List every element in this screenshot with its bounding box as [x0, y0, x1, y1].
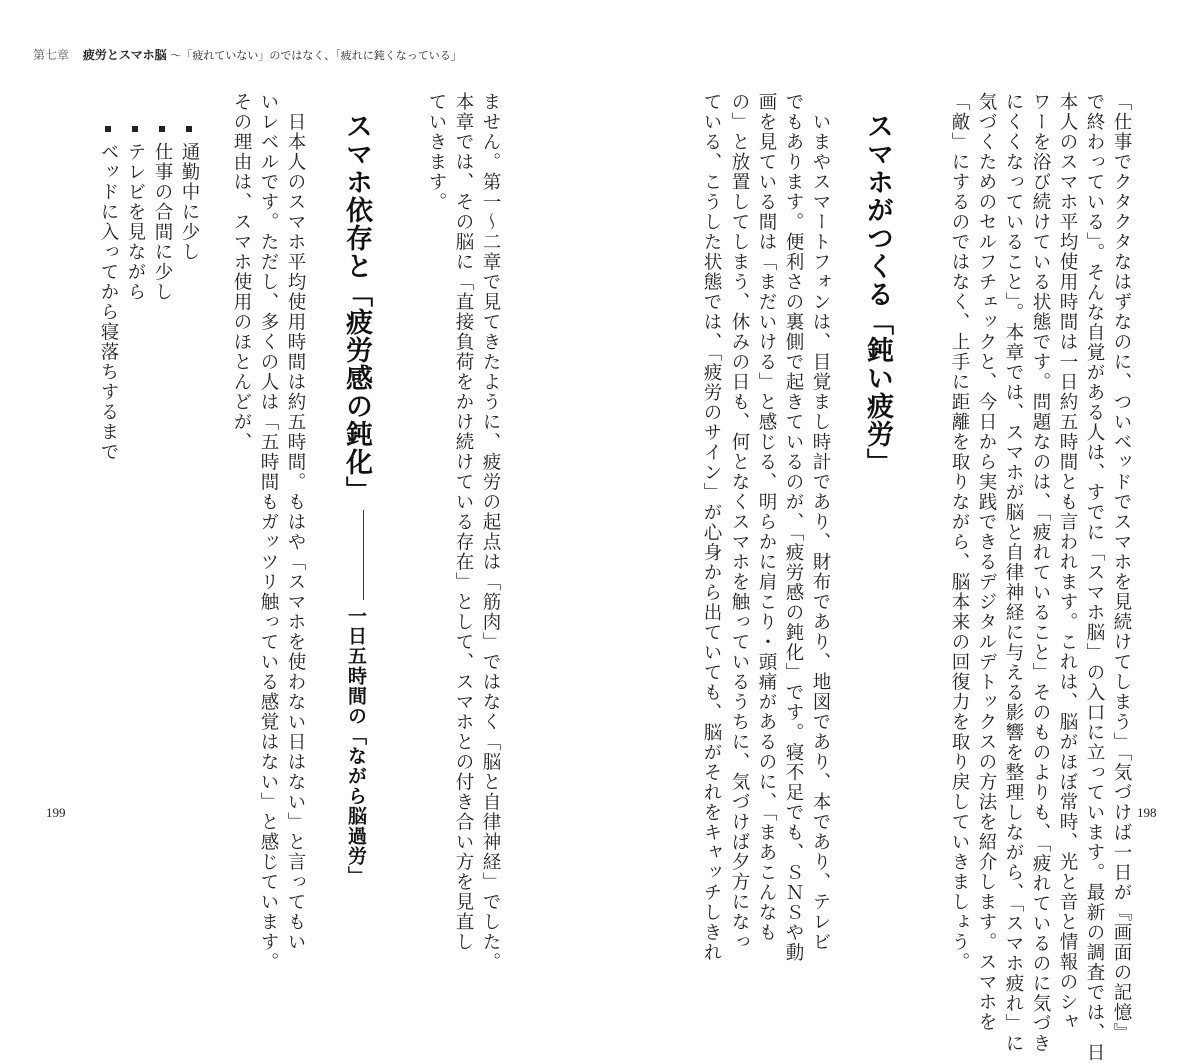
intro-line: 本人のスマホ平均使用時間は一日約五時間とも言われます。これは、脳がほぼ常時、光と音と情報のシャ	[1057, 92, 1078, 1032]
body-line: 本章では、その脳に「直接負荷をかけ続けている存在」として、スマホとの付き合い方を見直し	[453, 92, 474, 952]
intro-line: 気づくためのセルフチェックと、今日から実践できるデジタルデトックスの方法を紹介します。スマホを	[976, 92, 997, 1032]
body-line: ている、こうした状態では、「疲労のサイン」が心身から出ていても、脳がそれをキャッチしきれ	[701, 92, 722, 963]
intro-line: 「仕事でクタクタなはずなのに、ついベッドでスマホを見続けてしまう」「気づけば一日が『画面の記憶』	[1111, 92, 1132, 1043]
body-line: いレベルです。ただし、多くの人は「五時間もガッツリ触っている感覚はない」と感じています。	[258, 92, 279, 972]
bullet-square-icon	[105, 126, 111, 132]
bullet-square-icon	[186, 126, 192, 132]
body-line: ていきます。	[426, 92, 447, 212]
bullet-item: 通勤中に少し	[176, 126, 202, 262]
body-line: の」と放置してしまう、休みの日も、何となくスマホを触っているうちに、気づけば夕方になっ	[729, 92, 750, 952]
body-line: その理由は、スマホ使用のほとんどが、	[231, 92, 252, 452]
em-dash	[363, 510, 364, 600]
section-subheading: 一日五時間の「ながら脳過労」	[345, 606, 367, 886]
intro-line: で終わっている」。そんな自覚がある人は、すでに「スマホ脳」の入口に立っています。最新の調査では、日	[1084, 92, 1105, 1063]
bullet-item: テレビを見ながら	[122, 126, 148, 302]
body-line: 画を見ている間は「まだいける」と感じる、明らかに肩こり・頭痛があるのに、「まあこんなも	[756, 92, 777, 943]
section-heading	[337, 112, 376, 886]
intro-line: 「敵」にするのではなく、上手に距離を取りながら、脳本来の回復力を取り戻していきましょう。	[949, 92, 970, 972]
bullet-square-icon	[132, 126, 138, 132]
body-line: いまやスマートフォンは、目覚まし時計であり、財布であり、地図であり、本であり、テレビ	[810, 112, 831, 952]
body-line: ません。第一〜二章で見てきたように、疲労の起点は「筋肉」ではなく「脳と自律神経」でした。	[480, 92, 501, 972]
body-line: でもあります。便利さの裏側で起きているのが、「疲労感の鈍化」です。寝不足でも、ＳＮＳや動	[783, 92, 804, 963]
running-head	[33, 46, 462, 63]
section-heading: スマホがつくる「鈍い疲労」	[862, 112, 893, 476]
intro-line: ワーを浴び続けている状態です。問題なのは、「疲れていること」そのものよりも、「疲れているのに気づき	[1030, 92, 1051, 1054]
page-number: 198	[1137, 805, 1157, 820]
bullet-square-icon	[159, 126, 165, 132]
chapter-subtitle: 〜「疲れていない」のではなく、「疲れに鈍くなっている」	[170, 49, 462, 62]
intro-line: にくくなっていること」。本章では、スマホが脳と自律神経に与える影響を整理しながら、「スマホ疲れ」に	[1003, 92, 1024, 1054]
page-number: 199	[46, 805, 66, 820]
chapter-title: 疲労とスマホ脳	[82, 48, 167, 62]
body-line: 日本人のスマホ平均使用時間は約五時間。もはや「スマホを使わない日はない」と言ってもい	[285, 112, 306, 952]
bullet-item: 仕事の合間に少し	[149, 126, 175, 302]
chapter-label: 第七章	[33, 48, 70, 62]
bullet-item: ベッドに入ってから寝落ちするまで	[95, 126, 121, 462]
section-heading-text: スマホ依存と「疲労感の鈍化」	[341, 112, 372, 504]
